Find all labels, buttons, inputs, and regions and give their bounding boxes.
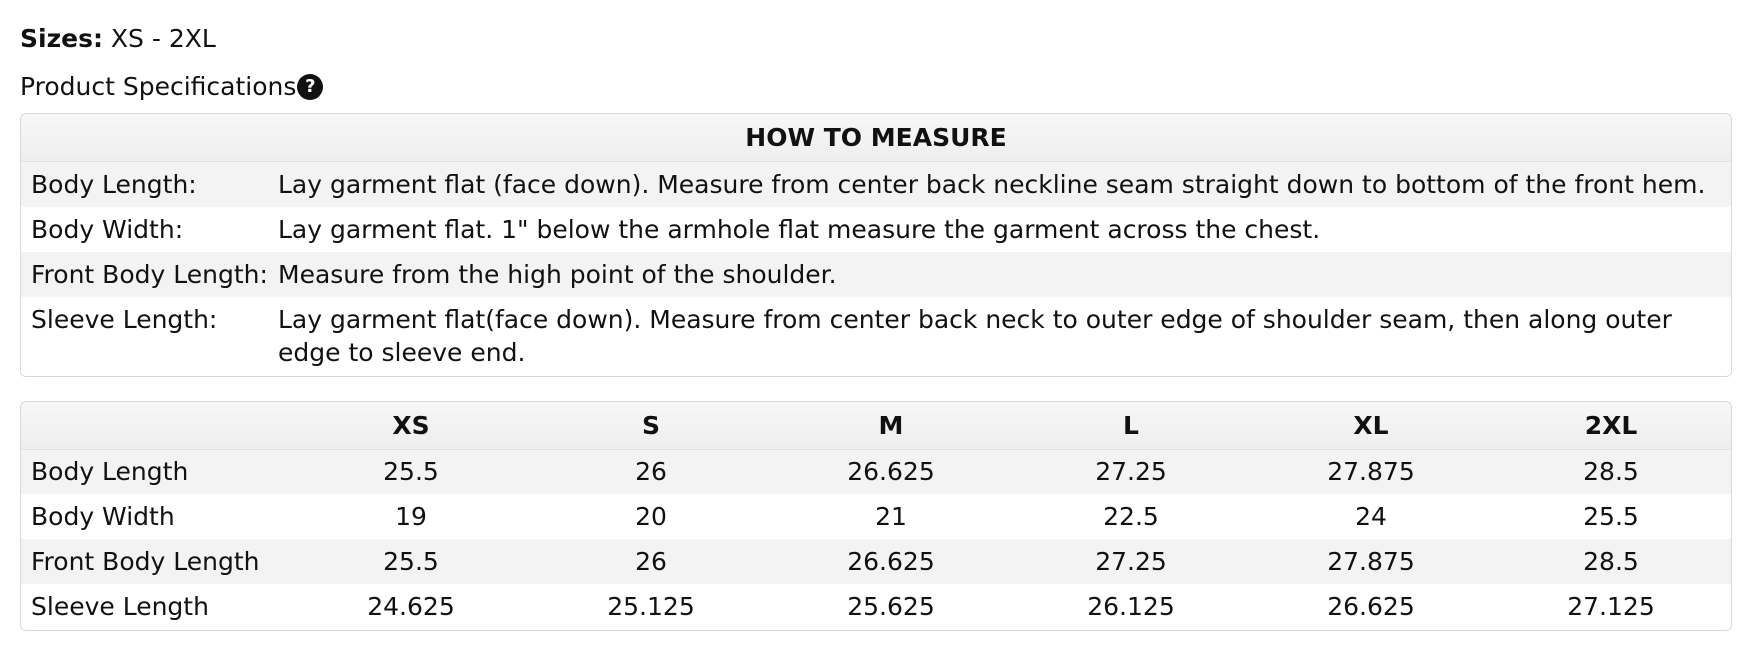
table-cell: 27.875 [1327,457,1415,487]
measure-description: Lay garment flat(face down). Measure from center back neck to outer edge of shoulder seam, then along outer edge to sleeve end. [278,304,1672,367]
table-cell: 21 [875,502,907,531]
table-cell: 26.625 [1327,592,1415,621]
row-label: Body Width [31,502,175,531]
sizes-line [20,22,1729,56]
question-circle-icon[interactable]: ? [297,74,323,100]
table-cell: 27.125 [1567,592,1655,621]
size-header-xl: XL [1251,402,1491,449]
size-header-2xl: 2XL [1491,402,1731,449]
table-cell: 19 [395,502,427,531]
size-header-xs: XS [291,402,531,449]
table-cell: 22.5 [1103,502,1159,531]
how-to-measure-panel [20,113,1732,377]
measure-description: Lay garment flat. 1" below the armhole flat measure the garment across the chest. [278,214,1321,244]
table-row [21,539,1731,584]
table-cell: 26.125 [1087,592,1175,621]
measure-description: Measure from the high point of the shoulder. [278,259,837,289]
size-header-s: S [531,402,771,449]
table-cell: 26.625 [847,547,935,576]
table-cell: 20 [635,502,667,531]
table-cell: 25.125 [607,592,695,621]
table-cell: 24 [1355,502,1387,531]
table-row [21,584,1731,629]
sizes-value: XS - 2XL [110,24,216,53]
how-to-measure-table [21,114,1731,375]
sizes-label: Sizes: [20,24,103,53]
table-row [21,494,1731,539]
measure-term: Front Body Length: [31,259,268,289]
size-header-m: M [771,402,1011,449]
table-row [21,252,1731,297]
table-cell: 25.5 [383,547,439,576]
table-cell: 25.5 [1583,502,1639,531]
table-row [21,297,1731,375]
size-header-corner [21,402,291,449]
table-cell: 26.625 [847,457,935,487]
how-to-measure-title: HOW TO MEASURE [21,114,1731,161]
table-row [21,207,1731,252]
table-cell: 25.5 [383,457,439,487]
product-specifications-label: Product Specifications [20,72,297,101]
table-row [21,449,1731,494]
table-cell: 27.25 [1095,457,1167,487]
table-row [21,161,1731,207]
table-cell: 26 [635,547,667,576]
row-label: Sleeve Length [31,592,209,621]
table-cell: 28.5 [1583,547,1639,576]
measure-term: Body Length: [31,169,197,199]
size-header-l: L [1011,402,1251,449]
table-cell: 24.625 [367,592,455,621]
table-cell: 26 [635,457,667,487]
table-cell: 25.625 [847,592,935,621]
table-cell: 27.875 [1327,547,1415,576]
measure-description: Lay garment flat (face down). Measure from center back neckline seam straight down to bottom of the front hem. [278,169,1706,199]
measure-term: Sleeve Length: [31,304,218,334]
product-specifications-heading [20,70,1729,104]
row-label: Front Body Length [31,547,260,576]
measure-term: Body Width: [31,214,184,244]
table-cell: 27.25 [1095,547,1167,576]
size-chart-table [21,402,1731,629]
row-label: Body Length [31,457,189,487]
table-cell: 28.5 [1583,457,1639,487]
size-chart-panel [20,401,1732,631]
